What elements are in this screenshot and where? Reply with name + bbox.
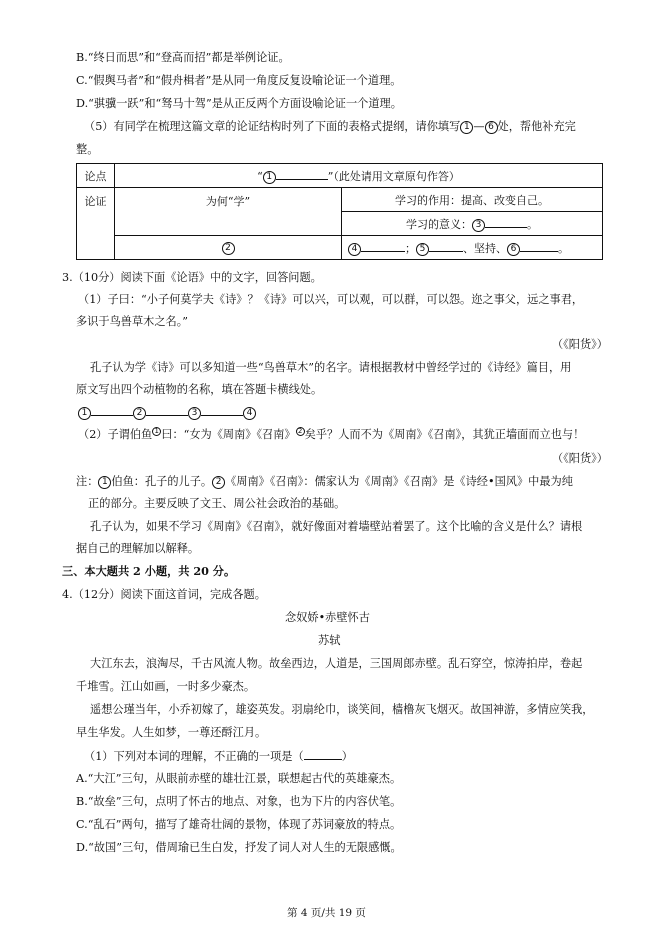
point-cell [115, 164, 603, 188]
note-text-c: 《周南》《召南》：儒家认为《周南》《召南》是《诗经•国风》中最为纯 [225, 475, 573, 488]
blank-line-1[interactable] [91, 404, 133, 416]
point-circle-1: 1 [263, 171, 276, 184]
q5-instruction-end: 整。 [76, 143, 99, 156]
option-b: B.“终日而思”和“登高而招”都是举例论证。 [76, 51, 290, 64]
q3-p2-line [78, 427, 584, 442]
stanza2-line2: 早生华发。人生如梦，一尊还酹江月。 [76, 726, 267, 739]
point-note: ”（此处请用文章原句作答） [327, 169, 460, 183]
blank-circle-2: 2 [133, 407, 146, 420]
q4-sub1-text: （1）下列对本词的理解，不正确的一项是（ [84, 750, 304, 763]
q5-circle-6: 6 [485, 121, 498, 134]
stanza1-line2: 千堆雪。江山如画，一时多少豪杰。 [76, 680, 256, 693]
blank2-cell [115, 236, 342, 260]
circle-4: 4 [348, 243, 361, 256]
note-prefix: 注： [76, 475, 99, 488]
label-point: 论点 [77, 164, 115, 188]
q3-p2-text-a: （2）子谓伯鱼 [78, 428, 153, 441]
meaning-blank[interactable] [485, 216, 527, 228]
blank-circle-4: 4 [243, 407, 256, 420]
q3-title: 3.（10分）阅读下面《论语》中的文字，回答问题。 [62, 271, 322, 284]
q3-p1-line2: 多识于鸟兽草木之名。” [76, 315, 188, 328]
meaning-prefix: 学习的意义： [406, 217, 472, 231]
q4-sub1-close: ） [341, 750, 353, 763]
how-learn-cell [342, 236, 603, 260]
q3-p2-sup-2: 2 [296, 427, 305, 436]
meaning-end: 。 [527, 217, 538, 231]
sep-2: 、坚持、 [463, 241, 507, 255]
poem-author: 苏轼 [318, 634, 341, 647]
meaning-cell [342, 212, 603, 236]
q4-option-c: C.“乱石”两句，描写了雄奇壮阔的景物，体现了苏词豪放的特点。 [76, 818, 402, 831]
q3-note-line1 [76, 474, 573, 489]
q4-option-d: D.“故国”三句，借周瑜已生白发，抒发了词人对人生的无限感慨。 [76, 841, 402, 854]
blank-line-2[interactable] [146, 404, 188, 416]
blank-circle-3: 3 [188, 407, 201, 420]
circle-2: 2 [222, 242, 235, 255]
option-c: C.“假舆马者”和“假舟楫者”是从同一角度反复设喻论证一个道理。 [76, 74, 402, 87]
section-heading: 三、本大题共 2 小题，共 20 分。 [62, 564, 236, 578]
q3-source-1: （《阳货》） [552, 338, 608, 351]
q3-p2-question-line1: 孔子认为，如果不学习《周南》《召南》，就好像面对着墙壁站着罢了。这个比喻的含义是什么？请根 [90, 520, 583, 533]
table-end: 。 [558, 241, 569, 255]
q5-dash: — [473, 120, 485, 133]
q3-p2-text-c: 矣乎？人而不为《周南》《召南》，其犹正墙面而立也与！ [304, 428, 585, 441]
outline-table [76, 163, 603, 260]
q3-p2-sup-1: 1 [152, 427, 161, 436]
note-text-b: 伯鱼：孔子的儿子。 [111, 475, 213, 488]
poem-title: 念奴娇•赤壁怀古 [285, 611, 370, 624]
blank-line-3[interactable] [201, 404, 243, 416]
q4-option-a: A.“大江”三句，从眼前赤壁的雄壮江景，联想起古代的英雄豪杰。 [76, 772, 402, 785]
q5-instruction [84, 119, 576, 134]
q3-p1-question-line2: 原文写出四个动植物的名称，填在答题卡横线处。 [76, 383, 323, 396]
q4-sub1 [84, 748, 353, 764]
option-d: D.“骐骥一跃”和“驽马十驾”是从正反两个方面设喻论证一个道理。 [76, 97, 402, 110]
blank-6[interactable] [520, 240, 558, 252]
q3-p1-question-line1: 孔子认为学《诗》可以多知道一些“鸟兽草木”的名字。请根据教材中曾经学过的《诗经》篇目，用 [90, 361, 572, 374]
point-blank[interactable] [276, 168, 328, 180]
q3-p1-line1: （1）子曰：“小子何莫学夫《诗》？《诗》可以兴，可以观，可以群，可以怨。迩之事父，远之事君， [78, 293, 584, 306]
q5-circle-1: 1 [460, 121, 473, 134]
blank-circle-1: 1 [78, 407, 91, 420]
point-open-quote: “ [257, 169, 263, 183]
circle-5: 5 [416, 243, 429, 256]
animal-plant-blanks [78, 404, 256, 420]
meaning-circle-3: 3 [472, 219, 485, 232]
sep-1: ； [405, 241, 416, 255]
page-footer: 第 4 页/共 19 页 [287, 907, 366, 919]
circle-6: 6 [507, 243, 520, 256]
blank-5[interactable] [429, 240, 463, 252]
q4-option-b: B.“故垒”三句，点明了怀古的地点、对象，也为下片的内容伏笔。 [76, 795, 402, 808]
q5-text-a: （5）有同学在梳理这篇文章的论证结构时列了下面的表格式提纲，请你填写 [84, 120, 461, 133]
answer-blank[interactable] [304, 748, 342, 760]
stanza1-line1: 大江东去，浪淘尽，千古风流人物。故垒西边，人道是，三国周郎赤壁。乱石穿空，惊涛拍岸，卷起 [90, 657, 583, 670]
q3-note-line2: 正的部分。主要反映了文王、周公社会政治的基础。 [88, 497, 346, 510]
q4-title: 4.（12分）阅读下面这首词，完成各题。 [62, 588, 266, 601]
why-learn-cell: 为何“学” [115, 188, 342, 236]
label-argument: 论证 [77, 188, 115, 260]
blank-4[interactable] [361, 240, 405, 252]
stanza2-line1: 遥想公瑾当年，小乔初嫁了，雄姿英发。羽扇纶巾，谈笑间，樯橹灰飞烟灭。故国神游，多情应笑我， [90, 703, 594, 716]
note-circle-1: 1 [98, 476, 111, 489]
q3-p2-question-line2: 据自己的理解加以解释。 [76, 542, 200, 555]
q3-source-2: （《阳货》） [552, 452, 608, 465]
q5-text-b: 处，帮他补充完 [497, 120, 576, 133]
note-circle-2: 2 [212, 476, 225, 489]
effect-cell: 学习的作用：提高、改变自己。 [342, 188, 603, 212]
q3-p2-text-b: 曰：“女为《周南》《召南》 [161, 428, 296, 441]
